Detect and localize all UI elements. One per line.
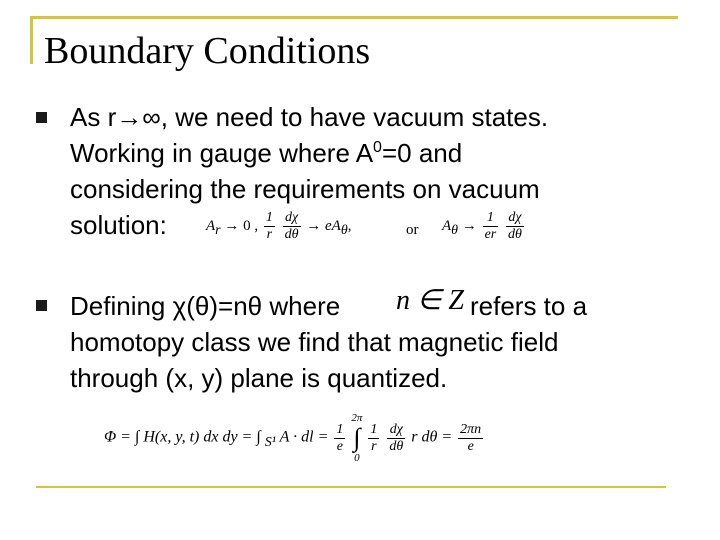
math-comma: ,	[347, 217, 352, 234]
bullet2-line1-post: refers to a	[470, 291, 588, 321]
frac-den: er	[484, 227, 497, 242]
flux-quantization-equation	[104, 412, 485, 464]
flux-rdtheta: r dθ =	[411, 428, 453, 446]
frac-den: r	[266, 227, 273, 242]
bullet1-line1: As r→∞, we need to have vacuum states.	[70, 102, 549, 132]
vacuum-condition-equation	[206, 210, 351, 243]
flux-lhs: Φ = ∫ H(x, y, t) dx dy = ∫	[104, 428, 261, 446]
math-arrow-ea: → eA	[306, 217, 341, 234]
math-theta-sub: θ	[340, 222, 348, 238]
frac-num: dχ	[283, 210, 301, 227]
frac-dchi-dtheta	[283, 210, 301, 243]
math-arrow: →	[461, 217, 477, 234]
frac-num: 1	[483, 210, 499, 227]
frac-num: 2πn	[460, 421, 482, 437]
bullet1-line2-pre: Working in gauge where A	[70, 138, 374, 168]
contour-s1: S¹	[264, 434, 276, 450]
math-arrow-zero: → 0 ,	[224, 217, 259, 234]
math-or: or	[406, 222, 419, 238]
bullet1-line2	[70, 135, 462, 171]
int-upper: 2π	[351, 412, 363, 424]
bullet1-line2-post: =0 and	[381, 138, 463, 168]
math-a: A	[442, 217, 452, 234]
math-theta-sub: θ	[451, 222, 459, 238]
alt-vacuum-equation	[442, 210, 526, 243]
frac-num: 1	[336, 421, 344, 437]
bullet1-line3: considering the requirements on vacuum	[70, 174, 540, 204]
frac-num: 1	[265, 210, 273, 225]
frac-num: 1	[370, 421, 378, 437]
frame-left-rule	[30, 16, 33, 64]
frac-num: dχ	[506, 210, 524, 227]
bullet2-line2: homotopy class we find that magnetic field	[70, 327, 559, 357]
frac-den: r	[371, 438, 377, 454]
bullet1-line4: solution:	[70, 210, 167, 240]
frac-1-e	[334, 422, 345, 455]
bullet2-line3: through (x, y) plane is quantized.	[70, 363, 448, 393]
frac-den: e	[467, 438, 474, 454]
frac-den: dθ	[284, 227, 299, 242]
math-r-sub: r	[215, 222, 221, 238]
n-in-z-math: n ∈ Z	[396, 285, 464, 316]
frac-1-r	[264, 210, 275, 243]
flux-line-integral: A · dl =	[279, 428, 329, 446]
frac-den: dθ	[389, 438, 404, 454]
math-a: A	[206, 217, 216, 234]
slide-title: Boundary Conditions	[44, 30, 371, 72]
frame-top-rule	[30, 16, 678, 19]
bullet-marker	[36, 300, 47, 311]
integral-sign: ∫	[353, 423, 361, 452]
frac-dchi-dtheta	[506, 210, 524, 243]
bullet-marker	[36, 112, 47, 123]
frac-dchi-dtheta	[387, 422, 405, 455]
frac-1-r	[368, 422, 379, 455]
bullet2-line1-pre: Defining χ(θ)=nθ where	[70, 291, 341, 321]
frac-1-er	[483, 210, 499, 243]
frac-den: dθ	[507, 227, 522, 242]
frame-bottom-rule	[36, 486, 666, 488]
int-lower: 0	[354, 452, 360, 464]
bullet1-line2-sup: 0	[373, 139, 382, 156]
integral-limits	[351, 412, 362, 464]
frac-den: e	[336, 438, 343, 454]
frac-num: dχ	[387, 422, 405, 439]
frac-result	[458, 422, 483, 455]
